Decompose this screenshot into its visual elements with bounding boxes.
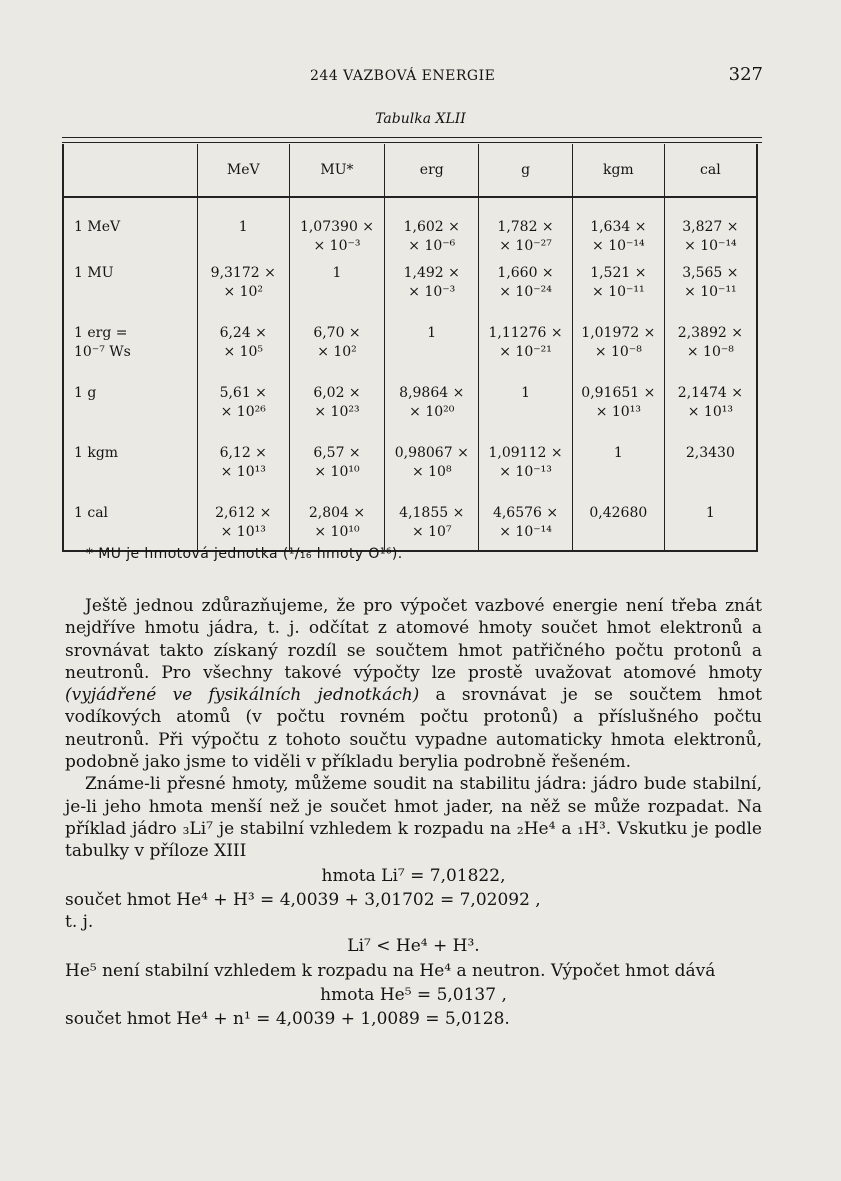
table-cell: 1: [197, 197, 289, 260]
table-row: [63, 500, 757, 551]
table-cell: 2,3892 × × 10⁻⁸: [664, 320, 757, 380]
column-header: MeV: [197, 144, 289, 197]
column-header: [63, 144, 197, 197]
paragraph-text: a srovnávat je se součtem hmot vodíkových atomů (v počtu rovném počtu protonů) a příslušného počtu neutronů. Při výpočtu z tohoto součtu vypadne automaticky hmota elektronů, podobně jako jsme to viděli v příkladu berylia podrobně řešeném.: [65, 685, 762, 773]
table-row: [63, 440, 757, 500]
equation: Li⁷ < He⁴ + H³.: [347, 936, 480, 957]
table-cell: 2,804 × × 10¹⁰: [289, 500, 385, 551]
table-header-row: [63, 144, 757, 197]
table-cell: 1: [479, 380, 573, 440]
table-cell: 9,3172 × × 10²: [197, 260, 289, 320]
table-cell: 8,9864 × × 10²⁰: [385, 380, 479, 440]
table-cell: 1,634 × × 10⁻¹⁴: [572, 197, 664, 260]
table-cell: 2,3430: [664, 440, 757, 500]
table-cell: 0,42680: [572, 500, 664, 551]
table-cell: 3,565 × × 10⁻¹¹: [664, 260, 757, 320]
row-header: 1 cal: [63, 500, 197, 551]
table-cell: 6,57 × × 10¹⁰: [289, 440, 385, 500]
table-row: [63, 260, 757, 320]
table-row: [63, 380, 757, 440]
column-header: MU*: [289, 144, 385, 197]
table-cell: 1,660 × × 10⁻²⁴: [479, 260, 573, 320]
table-caption: Tabulka XLII: [375, 111, 466, 127]
table-cell: 1: [572, 440, 664, 500]
row-header: 1 MeV: [63, 197, 197, 260]
paragraph: He⁵ není stabilní vzhledem k rozpadu na He⁴ a neutron. Výpočet hmot dává: [65, 960, 716, 981]
table-cell: 1,01972 × × 10⁻⁸: [572, 320, 664, 380]
running-header: [300, 64, 763, 85]
table-cell: 1: [289, 260, 385, 320]
table-cell: 6,24 × × 10⁵: [197, 320, 289, 380]
table-row: [63, 197, 757, 260]
paragraph: [65, 595, 762, 773]
table-cell: 1,11276 × × 10⁻²¹: [479, 320, 573, 380]
row-header: 1 g: [63, 380, 197, 440]
table-cell: 1,521 × × 10⁻¹¹: [572, 260, 664, 320]
column-header: cal: [664, 144, 757, 197]
conversion-table: [62, 144, 758, 552]
chapter-title: 244 VAZBOVÁ ENERGIE: [310, 68, 496, 84]
table-cell: 5,61 × × 10²⁶: [197, 380, 289, 440]
table-cell: 1,09112 × × 10⁻¹³: [479, 440, 573, 500]
table-cell: 0,98067 × × 10⁸: [385, 440, 479, 500]
table-cell: 1,782 × × 10⁻²⁷: [479, 197, 573, 260]
page-number: 327: [728, 64, 763, 85]
column-header: erg: [385, 144, 479, 197]
table-cell: 1,492 × × 10⁻³: [385, 260, 479, 320]
row-header: 1 MU: [63, 260, 197, 320]
table-cell: 2,1474 × × 10¹³: [664, 380, 757, 440]
paragraph-text: Ještě jednou zdůrazňujeme, že pro výpočet vazbové energie není třeba znát nejdříve hmotu jádra, t. j. odčítat z atomové hmoty součet hmot elektronů a srovnávat takto získaný rozdíl se součtem hmot patřičného počtu protonů a neutronů. Pro všechny takové výpočty lze prostě uvažovat atomové hmoty: [65, 596, 762, 683]
row-header: 1 erg = 10⁻⁷ Ws: [63, 320, 197, 380]
table-cell: 2,612 × × 10¹³: [197, 500, 289, 551]
emphasis-text: (vyjádřené ve fysikálních jednotkách): [65, 685, 420, 706]
table-top-rule-thin: [62, 142, 762, 143]
body-text: [65, 595, 762, 1031]
column-header: g: [479, 144, 573, 197]
table-cell: 0,91651 × × 10¹³: [572, 380, 664, 440]
column-header: kgm: [572, 144, 664, 197]
table-cell: 1: [385, 320, 479, 380]
table-cell: 1,602 × × 10⁻⁶: [385, 197, 479, 260]
table-cell: 6,12 × × 10¹³: [197, 440, 289, 500]
equation: součet hmot He⁴ + H³ = 4,0039 + 3,01702 = 7,02092 ,: [65, 889, 541, 910]
table-top-rule: [62, 137, 762, 138]
equation: součet hmot He⁴ + n¹ = 4,0039 + 1,0089 = 5,0128.: [65, 1009, 510, 1030]
paragraph: Známe-li přesné hmoty, můžeme soudit na stabilitu jádra: jádro bude stabilní, je-li jeho hmota menší než je součet hmot jader, na něž se může rozpadat. Na příklad jádro ₃Li⁷ je stabilní vzhledem k rozpadu na ₂He⁴ a ₁H³. Vskutku je podle tabulky v příloze XIII: [65, 774, 762, 862]
row-header: 1 kgm: [63, 440, 197, 500]
table-cell: 1,07390 × × 10⁻³: [289, 197, 385, 260]
table-cell: 6,70 × × 10²: [289, 320, 385, 380]
text-line: t. j.: [65, 912, 94, 933]
table-cell: 4,1855 × × 10⁷: [385, 500, 479, 551]
table-cell: 1: [664, 500, 757, 551]
table-row: [63, 320, 757, 380]
equation: hmota He⁵ = 5,0137 ,: [320, 985, 507, 1006]
table-footnote: * MU je hmotová jednotka (¹/₁₆ hmoty O¹⁶).: [86, 546, 403, 562]
table-cell: 4,6576 × × 10⁻¹⁴: [479, 500, 573, 551]
table-cell: 6,02 × × 10²³: [289, 380, 385, 440]
table-cell: 3,827 × × 10⁻¹⁴: [664, 197, 757, 260]
equation: hmota Li⁷ = 7,01822,: [321, 865, 506, 886]
